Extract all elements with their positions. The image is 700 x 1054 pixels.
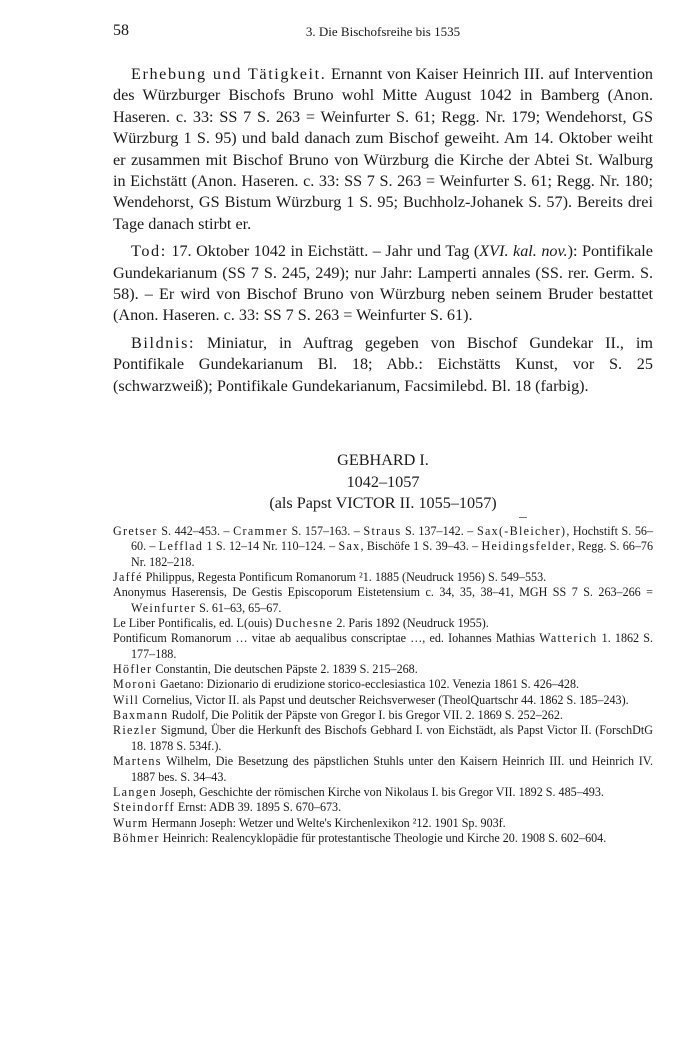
bib-author: Steindorff [113, 800, 175, 815]
paragraph-text: Ernannt von Kaiser Heinrich III. auf Intervention des Würzburger Bischofs Bruno wohl Mitte August 1042 in Bamberg (Anon. Haseren. c. 33: SS 7 S. 263 = Weinfurter S. 61; Regg. Nr. 179; Wendehorst, GS Würzburg 1 S. 95) und bald danach zum Bischof geweiht. Am 14. Oktober weiht er zusammen mit Bischof Bruno von Würzburg die Kirche der Abtei St. Walburg in Eichstätt (Anon. Haseren. c. 33: SS 7 S. 263 = Weinfurter S. 61; Regg. Nr. 180; Wendehorst, GS Bistum Würzburg 1 S. 95; Buchholz-Johanek S. 57). Bereits drei Tage danach stirbt er. [113, 65, 654, 233]
bib-text: S. 61–63, 65–67. [196, 600, 282, 615]
paragraph-tod [113, 241, 653, 327]
bib-author: Crammer [233, 524, 288, 538]
bib-text: , Hochstift S. 56–60. – [131, 524, 653, 554]
paragraph-text: Miniatur, in Auftrag gegeben von Bischof Gundekar II., im Pontifikale Gundekarianum Bl. 18; Abb.: Eichstätts Kunst, vor S. 25 (schwarzweiß); Pontifikale Gundekarianum, Facsimilebd. Bl. 18 (farbig). [113, 333, 653, 395]
bishop-heading [113, 450, 653, 515]
bib-author: Langen [113, 784, 158, 799]
bib-text: Le Liber Pontificalis, ed. L(ouis) [113, 616, 276, 631]
bib-text: Ernst: ADB 39. 1895 S. 670–673. [174, 800, 342, 815]
section-label: Erhebung und Tätigkeit. [131, 65, 327, 83]
bib-text: , Bischöfe 1 S. 39–43. – [360, 539, 482, 554]
running-title: 3. Die Bischofsreihe bis 1535 [305, 24, 461, 39]
bib-author: Weinfurter [131, 600, 197, 615]
paragraph-italic: XVI. kal. nov. [479, 242, 568, 261]
bib-author: Wurm [113, 815, 149, 830]
bib-author: Höfler [113, 662, 153, 677]
bib-author: Straus [363, 524, 402, 538]
running-head [113, 22, 653, 42]
bib-author: Will [113, 692, 140, 707]
bib-text: Rudolf, Die Politik der Päpste von Gregor I. bis Gregor VII. 2. 1869 S. 252–262. [168, 708, 563, 723]
bib-author: Gretser [113, 524, 158, 538]
section-label: Tod: [131, 242, 167, 261]
bib-author: Heidingsfelder [481, 539, 572, 554]
bib-entry [113, 570, 653, 585]
bib-author: Duchesne [275, 616, 334, 631]
bib-text: Constantin, Die deutschen Päpste 2. 1839 S. 215–268. [152, 662, 418, 677]
bib-text: 2. Paris 1892 (Neudruck 1955). [333, 616, 489, 631]
bib-text: Heinrich: Realencyklopädie für protestantische Theologie und Kirche 20. 1908 S. 602–604. [159, 830, 607, 845]
bib-text: Hermann Joseph: Wetzer und Welte's Kirchenlexikon ²12. 1901 Sp. 903f. [148, 815, 506, 830]
bib-author: Moroni [113, 677, 158, 692]
bib-author: Baxmann [113, 708, 169, 723]
section-label: Bildnis: [131, 333, 196, 352]
pope-title: (als Papst VICTOR II. 1055–1057) [269, 494, 497, 513]
bib-author: Riezler [113, 723, 158, 738]
bib-author: Lefflad [158, 539, 204, 554]
paragraph-erhebung [113, 64, 653, 235]
bib-entry [113, 800, 653, 815]
bib-author: Sax [338, 539, 361, 554]
bib-entry [113, 662, 653, 677]
bib-text: Gaetano: Dizionario di erudizione storico-ecclesiastica 102. Venezia 1861 S. 426–428. [157, 677, 580, 692]
bishop-years: 1042–1057 [346, 472, 420, 491]
bib-text: Anonymus Haserensis, De Gestis Episcoporum Eistetensium c. 34, 35, 38–41, MGH SS 7 S. 263–266 = [113, 585, 653, 600]
paragraph-text: 17. Oktober 1042 in Eichstätt. – Jahr und Tag ( [166, 242, 480, 261]
bib-author: Jaffé [113, 570, 143, 585]
bib-entry [113, 754, 653, 785]
bib-text: S. 442–453. – [157, 524, 234, 538]
bib-entry [113, 831, 653, 846]
bib-author: Sax(-Bleicher) [476, 524, 567, 538]
bib-text: Philippus, Regesta Pontificum Romanorum ²1. 1885 (Neudruck 1956) S. 549–553. [142, 570, 547, 585]
bib-entry [113, 524, 653, 570]
bib-text: Pontificum Romanorum … vitae ab aequalibus conscriptae …, ed. Iohannes Mathias [113, 631, 540, 646]
bib-entry [113, 677, 653, 692]
bib-entry [113, 785, 653, 800]
bib-text: Cornelius, Victor II. als Papst und deutscher Reichsverweser (TheolQuartschr 44. 1862 S. 185–243). [139, 692, 629, 707]
bib-text: Wilhelm, Die Besetzung des päpstlichen Stuhls unter den Kaisern Heinrich III. und Heinrich IV. 1887 bes. S. 34–43. [131, 754, 653, 784]
bib-entry [113, 723, 653, 754]
bib-entry [113, 693, 653, 708]
bib-entry [113, 616, 653, 631]
bib-author: Böhmer [113, 830, 160, 845]
bib-entry [113, 631, 653, 662]
bib-text: Joseph, Geschichte der römischen Kirche von Nikolaus I. bis Gregor VII. 1892 S. 485–493. [157, 784, 604, 799]
bib-entry [113, 708, 653, 723]
bib-text: S. 137–142. – [401, 524, 477, 538]
bib-text: 1. 1862 S. 177–188. [131, 631, 654, 661]
bishop-name: GEBHARD I. [337, 451, 429, 469]
bib-text: Sigmund, Über die Herkunft des Bischofs Gebhard I. von Eichstädt, als Papst Victor II. (ForschDtG 18. 1878 S. 534f.). [131, 723, 653, 753]
bib-text: S. 157–163. – [287, 524, 364, 538]
page-number: 58 [113, 22, 129, 39]
body-text [113, 64, 653, 403]
bib-author: Martens [113, 754, 162, 769]
bibliography [113, 524, 653, 846]
heading-rule [519, 517, 527, 518]
bib-entry [113, 585, 653, 616]
bib-entry [113, 816, 653, 831]
paragraph-text: ): Pontifikale Gundekarianum (SS 7 S. 245, 249); nur Jahr: Lamperti annales (SS. rer. Germ. S. 58). – Er wird von Bischof Bruno von Würzburg neben seinem Bruder bestattet (Anon. Haseren. c. 33: SS 7 S. 263 = Weinfurter S. 61). [113, 242, 653, 325]
bib-author: Watterich [539, 631, 598, 646]
bib-text: , Regg. S. 66–76 Nr. 182–218. [131, 539, 653, 569]
bib-text: 1 S. 12–14 Nr. 110–124. – [203, 539, 339, 554]
paragraph-bildnis [113, 333, 653, 397]
